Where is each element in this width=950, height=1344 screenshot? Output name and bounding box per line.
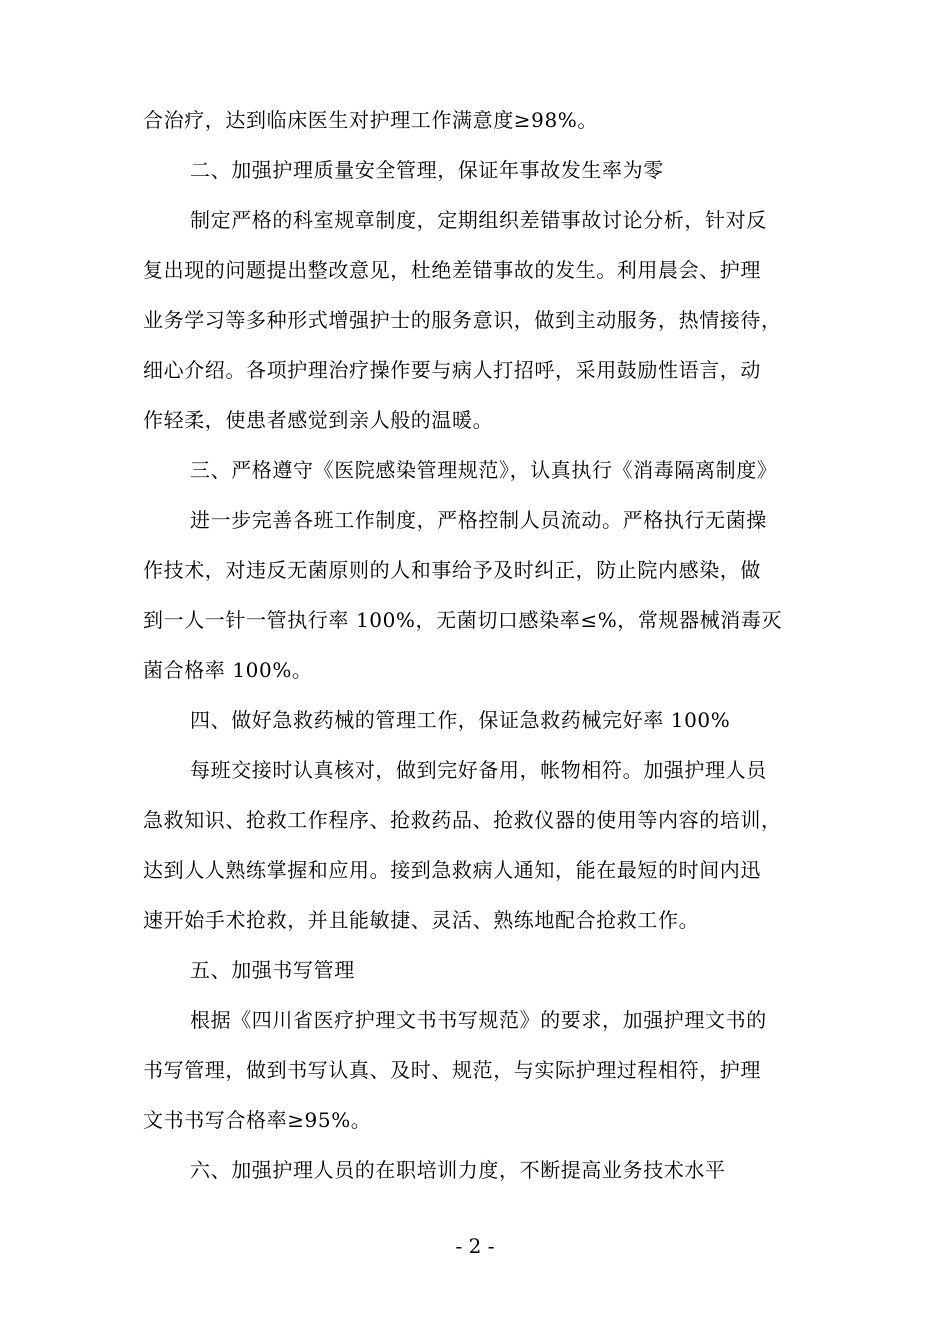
text-line: 达到人人熟练掌握和应用。接到急救病人通知，能在最短的时间内迅 [143,858,761,882]
section-heading: 四、做好急救药械的管理工作，保证急救药械完好率 100% [190,708,731,732]
text-line: 作技术，对违反无菌原则的人和事给予及时纠正，防止院内感染，做 [143,558,761,582]
text-line: 到一人一针一管执行率 100%，无菌切口感染率≤%，常规器械消毒灭 [143,608,783,632]
text-line: 根据《四川省医疗护理文书书写规范》的要求，加强护理文书的 [190,1008,767,1032]
section-heading: 五、加强书写管理 [190,958,355,982]
text-line: 复出现的问题提出整改意见，杜绝差错事故的发生。利用晨会、护理 [143,258,761,282]
text-line: 书写管理，做到书写认真、及时、规范，与实际护理过程相符，护理 [143,1058,761,1082]
section-heading: 六、加强护理人员的在职培训力度，不断提高业务技术水平 [190,1158,726,1182]
text-line: 业务学习等多种形式增强护士的服务意识，做到主动服务，热情接待， [143,308,782,332]
text-line: 文书书写合格率≥95%。 [143,1108,372,1132]
text-line: 急救知识、抢救工作程序、抢救药品、抢救仪器的使用等内容的培训， [143,808,782,832]
text-line: 制定严格的科室规章制度，定期组织差错事故讨论分析，针对反 [190,208,767,232]
text-line: 菌合格率 100%。 [143,658,313,682]
text-line: 作轻柔，使患者感觉到亲人般的温暖。 [143,408,494,432]
text-line: 合治疗，达到临床医生对护理工作满意度≥98%。 [143,108,599,132]
page-number: - 2 - [455,1234,495,1258]
text-line: 细心介绍。各项护理治疗操作要与病人打招呼，采用鼓励性语言，动 [143,358,761,382]
text-line: 速开始手术抢救，并且能敏捷、灵活、熟练地配合抢救工作。 [143,908,700,932]
text-line: 每班交接时认真核对，做到完好备用，帐物相符。加强护理人员 [190,758,767,782]
section-heading: 三、严格遵守《医院感染管理规范》，认真执行《消毒隔离制度》 [190,458,778,482]
section-heading: 二、加强护理质量安全管理，保证年事故发生率为零 [190,158,664,182]
text-line: 进一步完善各班工作制度，严格控制人员流动。严格执行无菌操 [190,508,767,532]
